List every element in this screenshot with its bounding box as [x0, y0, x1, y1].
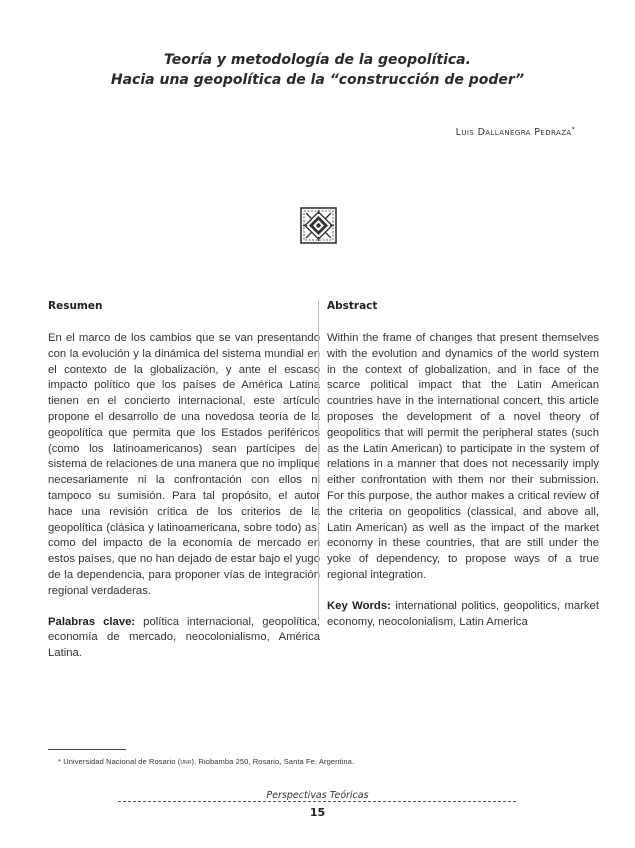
author-name [456, 126, 575, 138]
resumen-keywords [48, 615, 320, 662]
column-divider [318, 300, 319, 620]
resumen-keywords-text: política internacional, geopolítica, economía de mercado, neocolonialismo, América Latina. [48, 615, 320, 660]
abstract-heading: Abstract [327, 300, 378, 312]
footer-dashed-rule [118, 801, 516, 802]
abstract-keywords-text: international politics, geopolitics, market economy, neocolonialism, Latin America [327, 599, 599, 628]
footnote-rule [48, 749, 126, 750]
abstract-column [327, 300, 599, 630]
abstract-body: Within the frame of changes that present themselves with the evolution and dynamics of the world system in the context of globalization, and in face of the scarce political impact that the Latin American countries have in the international concert, this article proposes the development of a novel theory of geopolitics that will permit the peripheral states (such as the Latin American) to participate in the system of relations in a manner that does not necessarily imply either confrontation with them nor their submission. For this purpose, the author makes a critical review of the criteria on geopolitics (classical, and above all, Latin American) as well as the impact of the market economy in these countries, that are still under the yoke of dependency, to propose ways of a true regional integration. [327, 332, 599, 581]
resumen-column [48, 300, 320, 662]
decorative-fleuron-icon [300, 207, 337, 244]
footnote-mark: * [58, 757, 62, 766]
author-name-text: Luis Dallanegra Pedraza [455, 127, 572, 139]
footnote-abbr: unr [180, 757, 192, 766]
footnote-text-after: ), Riobamba 250, Rosario, Santa Fe, Argentina. [191, 757, 355, 766]
resumen-keywords-label: Palabras clave: [48, 615, 136, 628]
footnote-text-before: Universidad Nacional de Rosario ( [61, 757, 181, 766]
resumen-heading: Resumen [48, 300, 103, 312]
abstract-keywords-label: Key Words: [327, 599, 391, 612]
resumen-body: En el marco de los cambios que se van presentando con la evolución y la dinámica del sistema mundial en el contexto de la globalización, y ante el escaso impacto político que los países de América Latina tienen en el concierto internacional, este artículo propone el desarrollo de una novedosa teoría de la geopolítica que permita que los Estados periféricos (como los latinoamericanos) sean partícipes del sistema de relaciones de una manera que no implique necesariamente ni la confrontación con ellos ni tampoco su sumisión. Para tal propósito, el autor hace una revisión crítica de los criterios de la geopolítica (clásica y latinoamericana, sobre todo) así como del impacto de la economía de mercado en estos países, que no han dejado de estar bajo el yugo de la dependencia, para proponer vías de integración regional verdaderas. [48, 332, 320, 597]
page-number: 15 [309, 806, 326, 819]
author-footnote-mark: * [571, 126, 575, 133]
title-line-2: Hacia una geopolítica de la “construcción de poder” [110, 72, 525, 88]
footnote [58, 757, 354, 766]
journal-name: Perspectivas Teóricas [266, 790, 369, 801]
title-line-1: Teoría y metodología de la geopolítica. [164, 52, 471, 68]
abstract-keywords [327, 599, 599, 631]
article-title [0, 50, 635, 90]
